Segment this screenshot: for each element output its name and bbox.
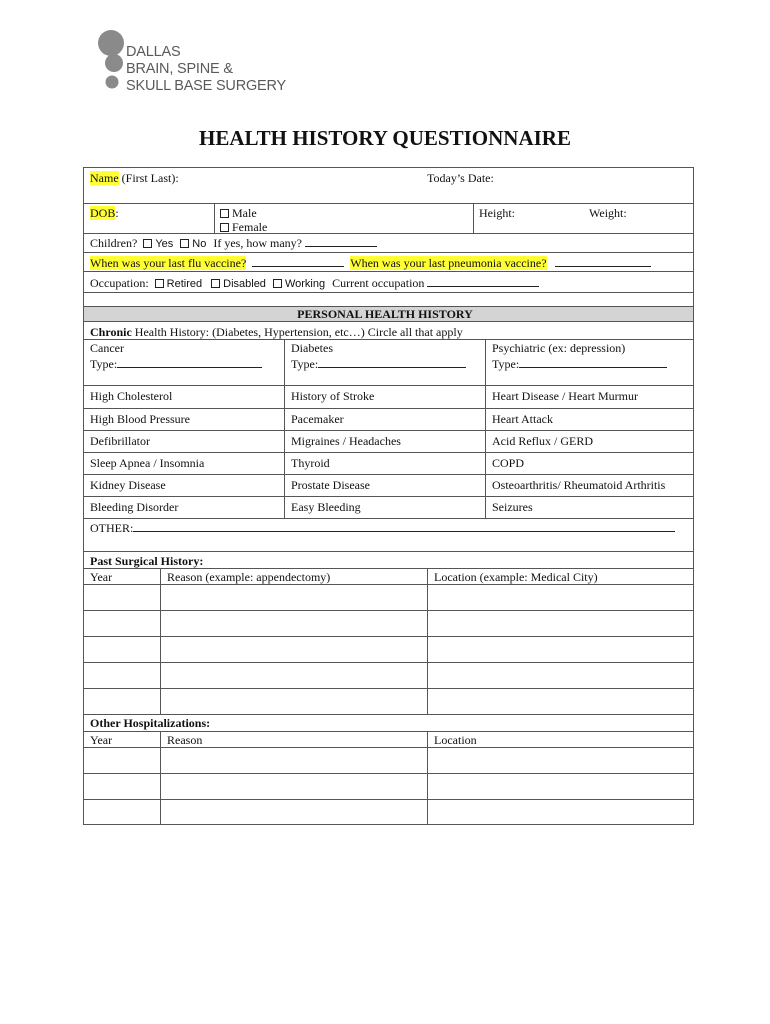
surgical-col-reason: Reason (example: appendectomy)	[167, 570, 331, 584]
diabetes-type: Type:	[291, 357, 466, 371]
other-row: OTHER:	[90, 521, 675, 535]
hospital-col-location: Location	[434, 733, 477, 747]
condition-item[interactable]: Heart Attack	[492, 412, 553, 426]
condition-psychiatric[interactable]: Psychiatric (ex: depression)	[492, 341, 626, 355]
logo-line-1: DALLAS	[126, 44, 181, 60]
condition-item[interactable]: Osteoarthritis/ Rheumatoid Arthritis	[492, 478, 666, 492]
logo-line-3: SKULL BASE SURGERY	[126, 78, 286, 94]
condition-item[interactable]: Thyroid	[291, 456, 330, 470]
hospital-col-year: Year	[90, 733, 113, 747]
surgical-title: Past Surgical History:	[90, 554, 204, 568]
children-yes-checkbox[interactable]	[143, 239, 152, 248]
diabetes-type-field[interactable]	[318, 357, 466, 368]
hospital-col-reason: Reason	[167, 733, 203, 747]
male-option[interactable]: Male	[220, 206, 257, 220]
retired-checkbox[interactable]	[155, 279, 164, 288]
condition-item[interactable]: Acid Reflux / GERD	[492, 434, 593, 448]
occupation-row: Occupation: Retired Disabled Working Current occupation	[90, 276, 539, 291]
children-no-checkbox[interactable]	[180, 239, 189, 248]
female-checkbox[interactable]	[220, 223, 229, 232]
logo-line-2: BRAIN, SPINE &	[126, 61, 233, 77]
chronic-instructions: Chronic Health History: (Diabetes, Hypertension, etc…) Circle all that apply	[90, 325, 463, 339]
condition-item[interactable]: Defibrillator	[90, 434, 150, 448]
children-row: Children? Yes No If yes, how many?	[90, 236, 377, 251]
flu-vaccine-field[interactable]	[252, 256, 344, 267]
page-title: HEALTH HISTORY QUESTIONNAIRE	[199, 126, 571, 150]
name-label: Name (First Last):	[90, 171, 179, 185]
pneumonia-vaccine-field[interactable]	[555, 256, 651, 267]
surgical-col-location: Location (example: Medical City)	[434, 570, 598, 584]
disabled-checkbox[interactable]	[211, 279, 220, 288]
condition-item[interactable]: Sleep Apnea / Insomnia	[90, 456, 205, 470]
condition-item[interactable]: High Cholesterol	[90, 389, 173, 403]
condition-item[interactable]: Bleeding Disorder	[90, 500, 179, 514]
todays-date-label: Today’s Date:	[427, 171, 494, 185]
psychiatric-type: Type:	[492, 357, 667, 371]
condition-item[interactable]: Easy Bleeding	[291, 500, 361, 514]
condition-diabetes[interactable]: Diabetes	[291, 341, 333, 355]
phh-header: PERSONAL HEALTH HISTORY	[297, 307, 473, 321]
condition-item[interactable]: Migraines / Headaches	[291, 434, 401, 448]
hospitalizations-title: Other Hospitalizations:	[90, 716, 211, 730]
vaccine-row: When was your last flu vaccine? When was your last pneumonia vaccine?	[90, 256, 651, 270]
condition-item[interactable]: Pacemaker	[291, 412, 344, 426]
male-checkbox[interactable]	[220, 209, 229, 218]
condition-cancer[interactable]: Cancer	[90, 341, 124, 355]
dob-label: DOB:	[90, 206, 119, 220]
condition-item[interactable]: Prostate Disease	[291, 478, 370, 492]
psychiatric-type-field[interactable]	[519, 357, 667, 368]
condition-item[interactable]: Heart Disease / Heart Murmur	[492, 389, 638, 403]
condition-item[interactable]: Kidney Disease	[90, 478, 166, 492]
current-occupation-field[interactable]	[427, 276, 539, 287]
weight-label: Weight:	[589, 206, 627, 220]
working-checkbox[interactable]	[273, 279, 282, 288]
female-option[interactable]: Female	[220, 220, 267, 234]
height-label: Height:	[479, 206, 515, 220]
condition-item[interactable]: History of Stroke	[291, 389, 375, 403]
cancer-type: Type:	[90, 357, 262, 371]
surgical-col-year: Year	[90, 570, 113, 584]
condition-item[interactable]: COPD	[492, 456, 525, 470]
logo-mark	[96, 30, 126, 96]
other-conditions-field[interactable]	[133, 521, 675, 532]
cancer-type-field[interactable]	[117, 357, 262, 368]
condition-item[interactable]: Seizures	[492, 500, 533, 514]
condition-item[interactable]: High Blood Pressure	[90, 412, 190, 426]
children-count-field[interactable]	[305, 236, 377, 247]
